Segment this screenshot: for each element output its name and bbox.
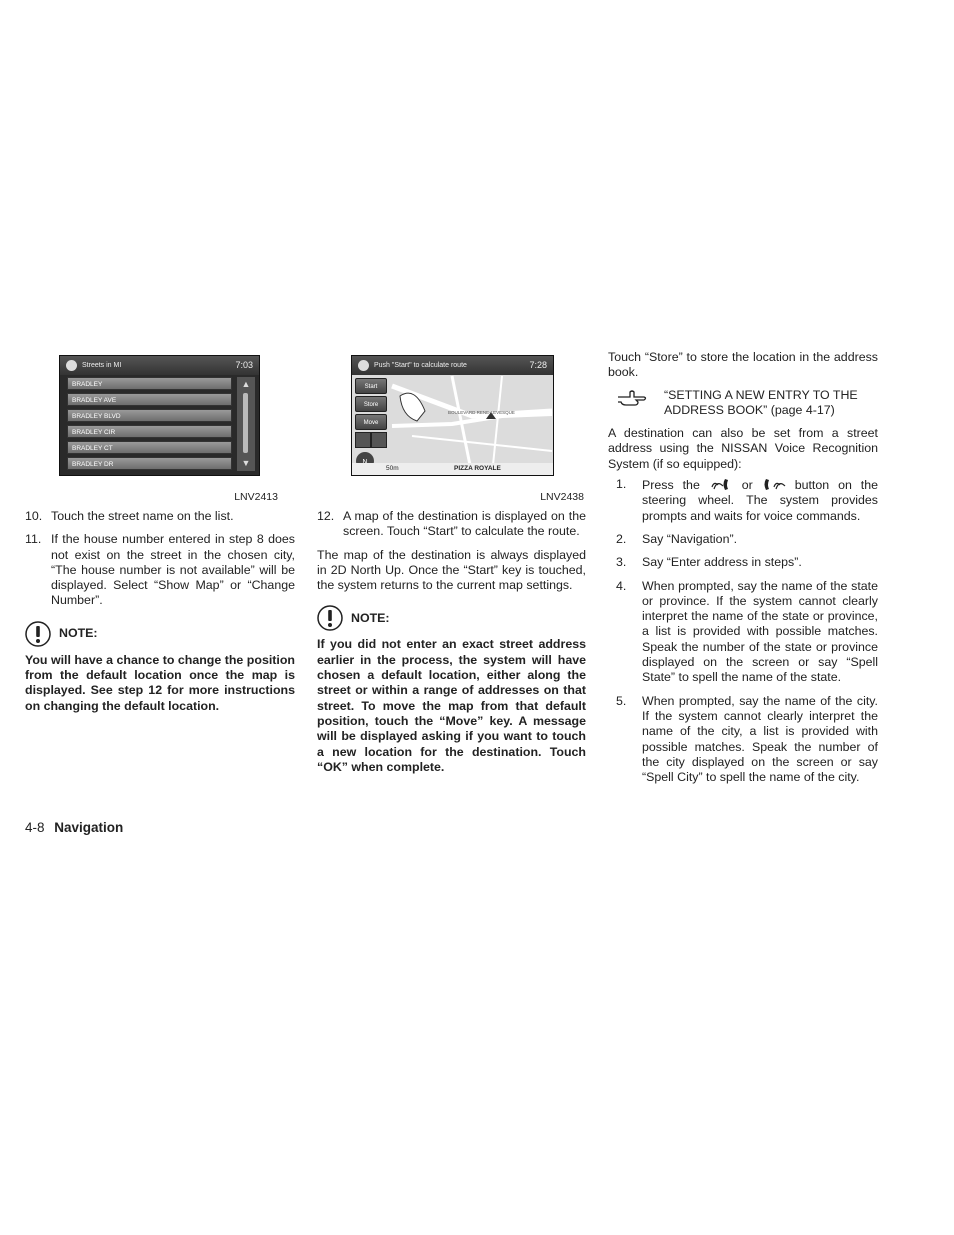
phone-send-button-icon — [762, 477, 786, 491]
voice-step-2 — [616, 532, 878, 547]
street-row[interactable]: BRADLEY CIR — [67, 425, 232, 438]
note-text: If you did not enter an exact street address earlier in the process, the system will have chosen a default location, either along the street or within a range of addresses on that street. To move the map from that default position, touch the “Move” key. A message will be displayed asking if you want to touch a new location for the destination. Touch “OK” when complete. — [317, 637, 586, 774]
step-11 — [25, 532, 295, 608]
street-row[interactable]: BRADLEY AVE — [67, 393, 232, 406]
start-button[interactable]: Start — [355, 378, 387, 394]
step-number: 5. — [616, 693, 627, 708]
voice-step-1 — [616, 477, 878, 524]
zoom-in-icon[interactable] — [371, 432, 387, 448]
step-number: 11. — [25, 532, 42, 547]
reference-text: “SETTING A NEW ENTRY TO THE ADDRESS BOOK” (page 4-17) — [664, 387, 858, 417]
step-text: Say “Enter address in steps”. — [642, 555, 802, 570]
street-row[interactable]: BRADLEY — [67, 377, 232, 390]
column-1 — [25, 509, 295, 714]
figure-label: LNV2438 — [540, 491, 584, 503]
step-text: If the house number entered in step 8 does not exist on the street in the chosen city, “The house number is not available” will be displayed. Select “Show Map” or “Change Number”. — [51, 532, 295, 608]
zoom-out-icon[interactable] — [355, 432, 371, 448]
move-button[interactable]: Move — [355, 414, 387, 430]
step-number: 4. — [616, 578, 627, 593]
screen-header — [60, 356, 259, 375]
step-text: Say “Navigation”. — [642, 531, 738, 546]
scroll-up-icon[interactable]: ▲ — [241, 379, 251, 389]
column-2 — [317, 509, 586, 775]
note-heading — [25, 621, 295, 647]
step-text: A map of the destination is displayed on the screen. Touch “Start” to calculate the route. — [343, 509, 586, 539]
step-text: Touch the street name on the list. — [51, 509, 234, 523]
note-text: You will have a chance to change the position from the default location once the map is displayed. See step 12 for more instructions on changing the default location. — [25, 652, 295, 713]
talk-button-icon — [709, 477, 733, 491]
paragraph: Touch “Store” to store the location in the address book. — [608, 350, 878, 380]
voice-steps — [608, 477, 878, 785]
page-number: 4-8 — [25, 820, 45, 835]
nav-logo-icon — [358, 360, 369, 371]
step-text-or: or — [741, 478, 753, 493]
map-place-name: PIZZA ROYALE — [454, 465, 501, 472]
screen-title: Push "Start" to calculate route — [374, 361, 467, 369]
screen-time: 7:03 — [235, 359, 253, 370]
column-3 — [608, 350, 878, 793]
voice-step-4 — [616, 579, 878, 686]
scrollbar[interactable] — [237, 377, 255, 471]
street-row[interactable]: BRADLEY BLVD — [67, 409, 232, 422]
figure-streets-list-screen — [59, 355, 260, 476]
street-label: BOULEVARD RENE-LEVESQUE — [448, 410, 515, 415]
map-scale: 50m — [386, 465, 399, 472]
scroll-down-icon[interactable]: ▼ — [241, 457, 251, 468]
paragraph: A destination can also be set from a street address using the NISSAN Voice Recognition System (if so equipped): — [608, 426, 878, 471]
caution-icon — [317, 605, 343, 631]
screen-time: 7:28 — [529, 359, 547, 370]
step-text: When prompted, say the name of the state or province. If the system cannot clearly interpret the name of the state or province, a list is provided with possible matches. Speak the number of the state or province displayed on the screen or say “Spell State” to spell the name of the state. — [642, 578, 878, 685]
page-footer — [25, 820, 123, 835]
scroll-thumb[interactable] — [243, 393, 248, 453]
pointing-hand-icon — [616, 389, 648, 407]
note-title: NOTE: — [351, 610, 390, 625]
step-12 — [317, 509, 586, 540]
map-status-bar — [352, 463, 553, 475]
paragraph: The map of the destination is always displayed in 2D North Up. Once the “Start” key is touched, the system returns to the current map settings. — [317, 547, 586, 593]
step-10 — [25, 509, 295, 524]
step-number: 2. — [616, 531, 627, 546]
caution-icon — [25, 621, 51, 647]
note-heading — [317, 605, 586, 631]
step-number: 3. — [616, 555, 627, 570]
screen-title: Streets in MI — [82, 361, 122, 369]
voice-step-5 — [616, 694, 878, 786]
step-number: 10. — [25, 509, 43, 523]
street-row[interactable]: BRADLEY CT — [67, 441, 232, 454]
street-row[interactable]: BRADLEY DR — [67, 457, 232, 470]
step-number: 12. — [317, 509, 335, 523]
voice-step-3 — [616, 555, 878, 570]
step-number: 1. — [616, 477, 627, 492]
store-button[interactable]: Store — [355, 396, 387, 412]
cross-reference — [608, 388, 878, 419]
step-text: When prompted, say the name of the city. If the system cannot clearly interpret the name of the city, a list is provided with possible matches. Speak the number of the city displayed on the screen or say “Spell City” to spell the name of the city. — [642, 693, 878, 785]
note-title: NOTE: — [59, 626, 98, 641]
step-text-start: Press the — [642, 478, 700, 493]
step-text-end: button on the steering wheel. The system provides prompts and waits for voice commands. — [642, 478, 879, 523]
section-name: Navigation — [54, 820, 124, 835]
nav-logo-icon — [66, 360, 77, 371]
screen-header — [352, 356, 553, 375]
figure-destination-map-screen — [351, 355, 554, 476]
figure-label: LNV2413 — [234, 491, 278, 503]
